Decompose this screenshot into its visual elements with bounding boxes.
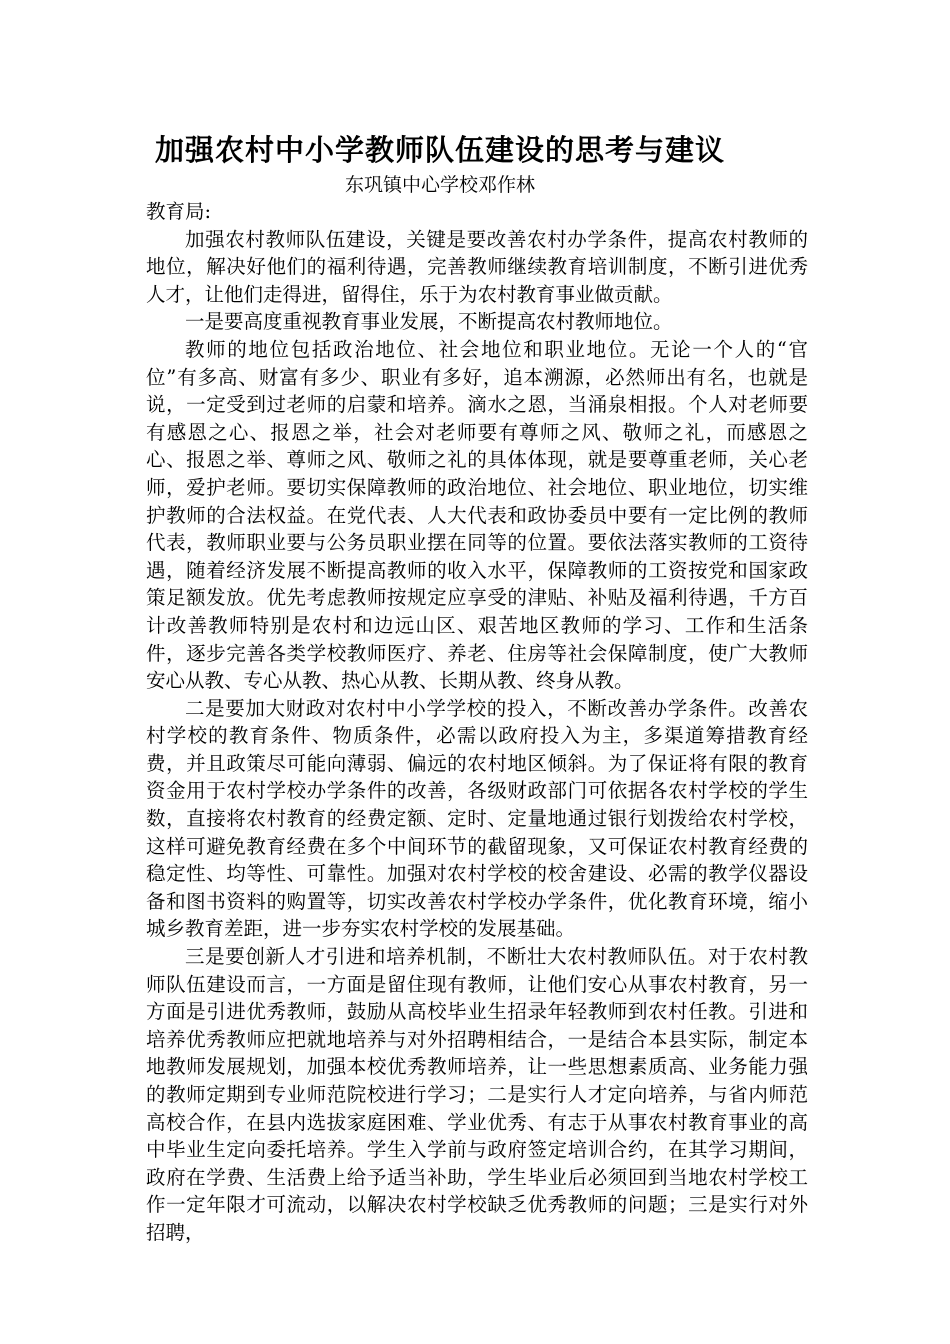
document-title: 加强农村中小学教师队伍建设的思考与建议 xyxy=(154,133,725,167)
paragraph-teacher-status: 教师的地位包括政治地位、社会地位和职业地位。无论一个人的“官位”有多高、财富有多少、职业有多好，追本溯源，必然师出有名，也就是说，一定受到过老师的启蒙和培养。滴水之恩，当涌泉相报。个人对老师要有感恩之心、报恩之举，社会对老师要有尊师之风、敬师之礼，而感恩之心、报恩之举、尊师之风、敬师之礼的具体体现，就是要尊重老师，关心老师，爱护老师。要切实保障教师的政治地位、社会地位、职业地位，切实维护教师的合法权益。在党代表、人大代表和政协委员中要有一定比例的教师代表，教师职业要与公务员职业摆在同等的位置。要依法落实教师的工资待遇，随着经济发展不断提高教师的收入水平，保障教师的工资按党和国家政策足额发放。优先考虑教师按规定应享受的津贴、补贴及福利待遇，千方百计改善教师特别是农村和边远山区、艰苦地区教师的学习、工作和生活条件，逐步完善各类学校教师医疗、养老、住房等社会保障制度，使广大教师安心从教、专心从教、热心从教、长期从教、终身从教。 xyxy=(146,337,808,693)
salutation: 教育局: xyxy=(146,200,212,223)
document-author: 东巩镇中心学校邓作林 xyxy=(344,174,535,196)
document-body xyxy=(146,198,808,1247)
paragraph-intro: 加强农村教师队伍建设，关键是要改善农村办学条件，提高农村教师的地位，解决好他们的福利待遇，完善教师继续教育培训制度，不断引进优秀人才，让他们走得进，留得住，乐于为农村教育事业做贡献。 xyxy=(146,227,808,306)
paragraph-point-two-funding: 二是要加大财政对农村中小学学校的投入，不断改善办学条件。改善农村学校的教育条件、物质条件，必需以政府投入为主，多渠道筹措教育经费，并且政策尽可能向薄弱、偏远的农村地区倾斜。为了保证将有限的教育资金用于农村学校办学条件的改善，各级财政部门可依据各农村学校的学生数，直接将农村教育的经费定额、定时、定量地通过银行划拨给农村学校，这样可避免教育经费在多个中间环节的截留现象，又可保证农村教育经费的稳定性、均等性、可靠性。加强对农村学校的校舍建设、必需的教学仪器设备和图书资料的购置等，切实改善农村学校办学条件，优化教育环境，缩小城乡教育差距，进一步夯实农村学校的发展基础。 xyxy=(146,696,808,941)
paragraph-point-three-talent: 三是要创新人才引进和培养机制，不断壮大农村教师队伍。对于农村教师队伍建设而言，一方面是留住现有教师，让他们安心从事农村教育，另一方面是引进优秀教师，鼓励从高校毕业生招录年轻教师到农村任教。引进和培养优秀教师应把就地培养与对外招聘相结合，一是结合本县实际，制定本地教师发展规划，加强本校优秀教师培养，让一些思想素质高、业务能力强的教师定期到专业师范院校进行学习；二是实行人才定向培养，与省内师范高校合作，在县内选拔家庭困难、学业优秀、有志于从事农村教育事业的高中毕业生定向委托培养。学生入学前与政府签定培训合约，在其学习期间，政府在学费、生活费上给予适当补助，学生毕业后必须回到当地农村学校工作一定年限才可流动，以解决农村学校缺乏优秀教师的问题；三是实行对外招聘， xyxy=(146,945,808,1244)
paragraph-point-one-heading: 一是要高度重视教育事业发展，不断提高农村教师地位。 xyxy=(185,310,673,334)
